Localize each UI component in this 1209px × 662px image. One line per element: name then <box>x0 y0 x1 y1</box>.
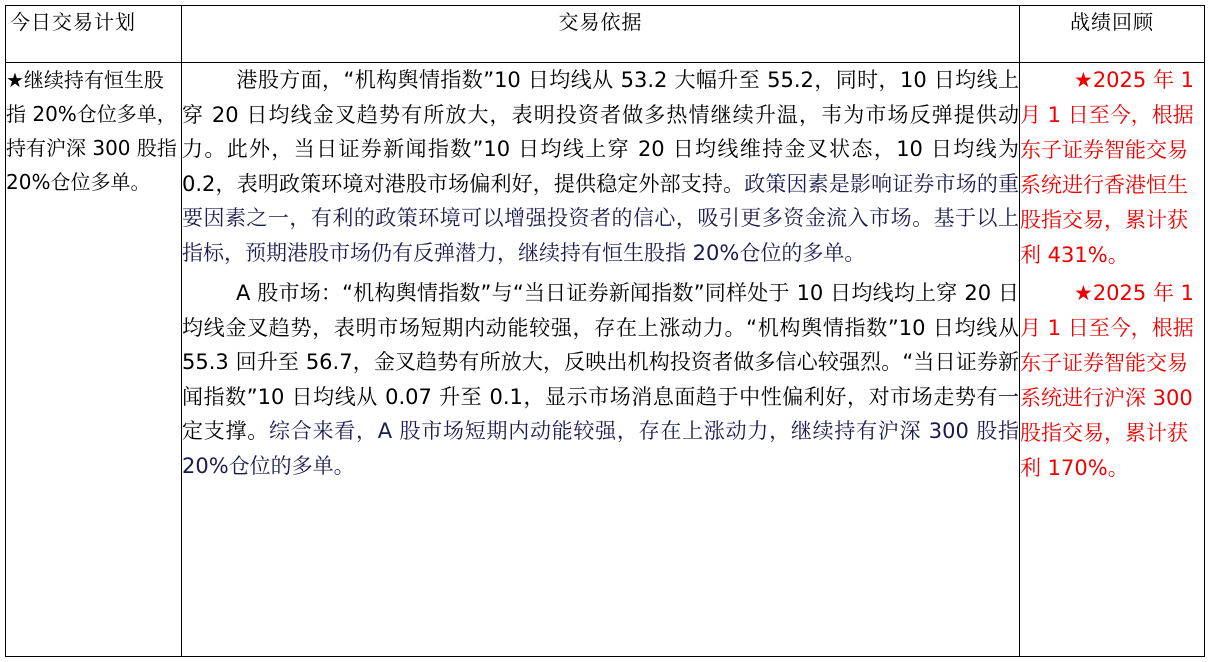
header-row <box>6 6 1205 63</box>
basis-hk-conclusion: 政策因素是影响证券市场的重要因素之一，有利的政策环境可以增强投资者的信心，吸引更多资金流入市场。基于以上指标，预期港股市场仍有反弹潜力，继续持有恒生股指 20%仓位的多单。 <box>182 171 1019 265</box>
basis-a-paragraph <box>182 276 1019 483</box>
header-basis: 交易依据 <box>182 6 1020 63</box>
trade-plan-table <box>5 5 1205 657</box>
basis-hk-main: 港股方面，“机构舆情指数”10 日均线从 53.2 大幅升至 55.2，同时，10 日均线上穿 20 日均线金叉趋势有所放大，表明投资者做多热情继续升温，韦为市场反弹提供动力。此外，当日证券新闻指数”10 日均线上穿 20 日均线维持金叉状态，10 日均线为 0.2，表明政策环境对港股市场偏利好，提供稳定外部支持。 <box>182 68 1019 196</box>
basis-a-main: A 股市场：“机构舆情指数”与“当日证券新闻指数”同样处于 10 日均线均上穿 20 日均线金叉趋势，表明市场短期内动能较强，存在上涨动力。“机构舆情指数”10 日均线从 55.3 回升至 56.7，金叉趋势有所放大，反映出机构投资者做多信心较强烈。“当日证券新闻指数”10 日均线从 0.07 升至 0.1，显示市场消息面趋于中性偏利好，对市场走势有一定支撑。 <box>182 281 1019 443</box>
content-row <box>6 63 1205 657</box>
plan-cell <box>6 63 182 657</box>
basis-a-conclusion: 综合来看，A 股市场短期内动能较强，存在上涨动力，继续持有沪深 300 股指 20%仓位的多单。 <box>182 419 1019 478</box>
header-review: 战绩回顾 <box>1020 6 1205 63</box>
basis-cell <box>182 63 1020 657</box>
review-hk: ★2025 年 1 月 1 日至今，根据东子证券智能交易系统进行香港恒生股指交易，累计获利 431%。 <box>1020 68 1194 267</box>
plan-text: ★继续持有恒生股指 20%仓位多单，持有沪深 300 股指 20%仓位多单。 <box>6 68 177 194</box>
header-plan: 今日交易计划 <box>6 6 182 63</box>
basis-hk-paragraph <box>182 63 1019 270</box>
review-a: ★2025 年 1 月 1 日至今，根据东子证券智能交易系统进行沪深 300 股指交易，累计获利 170%。 <box>1020 281 1194 480</box>
review-cell <box>1020 63 1205 657</box>
